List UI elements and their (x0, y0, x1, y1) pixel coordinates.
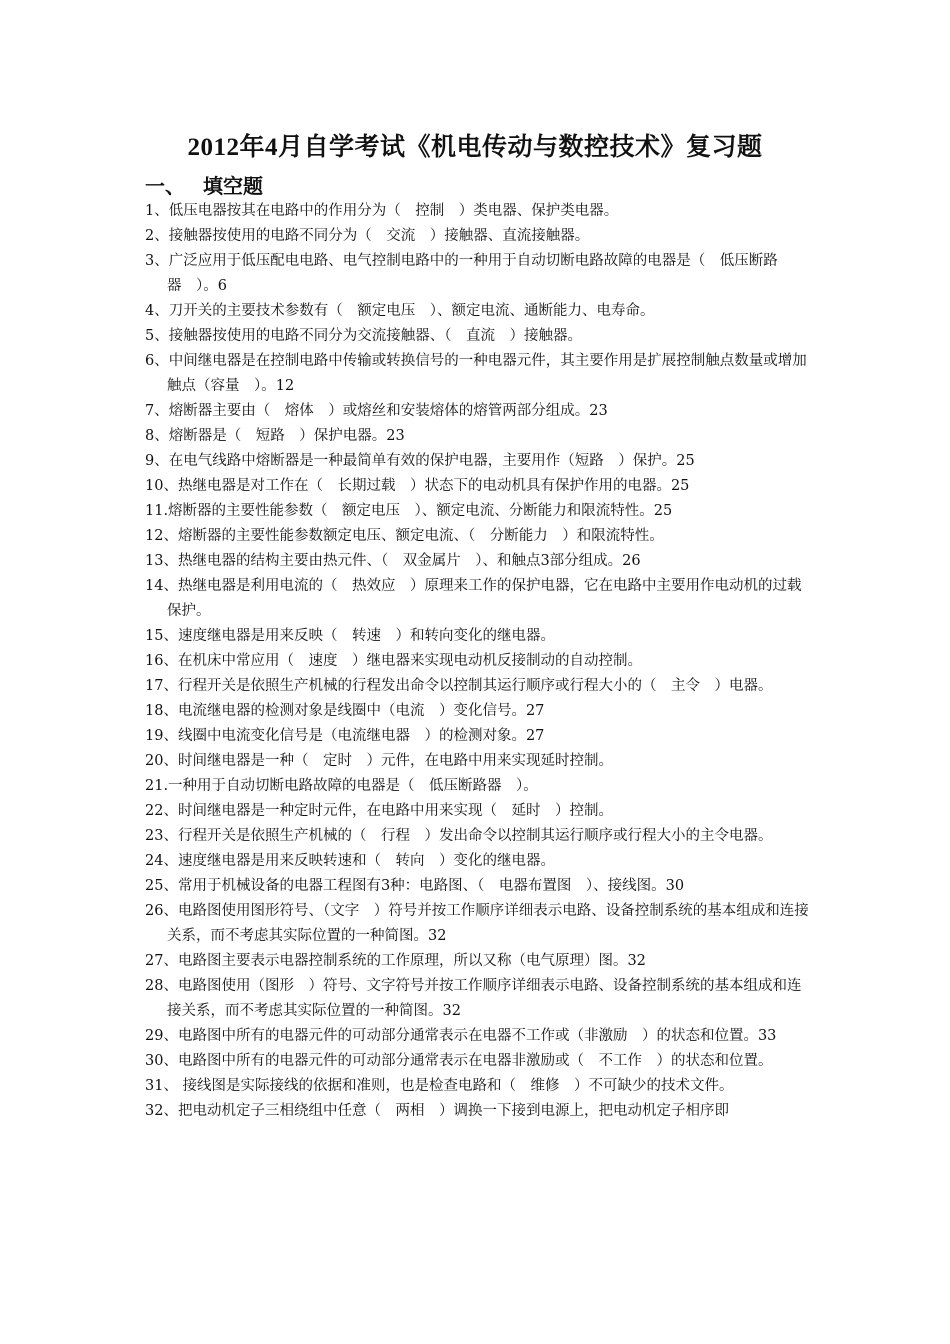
question-item: 18、电流继电器的检测对象是线圈中（电流 ）变化信号。27 (145, 703, 545, 719)
question-item: 21.一种用于自动切断电路故障的电器是（ 低压断路器 ）。 (145, 778, 538, 794)
question-item: 20、时间继电器是一种（ 定时 ）元件，在电路中用来实现延时控制。 (145, 753, 613, 769)
question-item: 12、熔断器的主要性能参数额定电压、额定电流、（ 分断能力 ）和限流特性。 (145, 528, 664, 544)
question-item: 23、行程开关是依照生产机械的（ 行程 ）发出命令以控制其运行顺序或行程大小的主令电器。 (145, 828, 773, 844)
question-item: 17、行程开关是依照生产机械的行程发出命令以控制其运行顺序或行程大小的（ 主令 ）电器。 (145, 678, 773, 694)
question-item: 13、热继电器的结构主要由热元件、（ 双金属片 ）、和触点3部分组成。26 (145, 553, 641, 569)
question-list (145, 199, 810, 1124)
question-item: 9、在电气线路中熔断器是一种最简单有效的保护电器，主要用作（短路 ）保护。25 (145, 453, 695, 469)
section-label: 填空题 (203, 176, 263, 198)
question-item: 16、在机床中常应用（ 速度 ）继电器来实现电动机反接制动的自动控制。 (145, 653, 642, 669)
section-number: 一、 (145, 176, 185, 198)
question-item: 30、电路图中所有的电器元件的可动部分通常表示在电器非激励或（ 不工作 ）的状态和位置。 (145, 1053, 773, 1069)
section-heading (145, 172, 263, 202)
question-item: 2、接触器按使用的电路不同分为（ 交流 ）接触器、直流接触器。 (145, 228, 590, 244)
question-item: 1、低压电器按其在电路中的作用分为（ 控制 ）类电器、保护类电器。 (145, 203, 619, 219)
question-item: 5、接触器按使用的电路不同分为交流接触器、（ 直流 ）接触器。 (145, 328, 582, 344)
question-item: 25、常用于机械设备的电器工程图有3种：电路图、（ 电器布置图 ）、接线图。30 (145, 878, 685, 894)
page-title: 2012年4月自学考试《机电传动与数控技术》复习题 (187, 134, 763, 161)
question-item: 24、速度继电器是用来反映转速和（ 转向 ）变化的继电器。 (145, 853, 555, 869)
question-item: 8、熔断器是（ 短路 ）保护电器。23 (145, 428, 405, 444)
question-item: 6、中间继电器是在控制电路中传输或转换信号的一种电器元件，其主要作用是扩展控制触点数量或增加触点（容量 ）。12 (145, 353, 807, 394)
question-item: 32、把电动机定子三相绕组中任意（ 两相 ）调换一下接到电源上，把电动机定子相序即 (145, 1103, 729, 1119)
question-item: 7、熔断器主要由（ 熔体 ）或熔丝和安装熔体的熔管两部分组成。23 (145, 403, 608, 419)
question-item: 10、热继电器是对工作在（ 长期过载 ）状态下的电动机具有保护作用的电器。25 (145, 478, 690, 494)
question-item: 3、广泛应用于低压配电电路、电气控制电路中的一种用于自动切断电路故障的电器是（ 低压断路器 ）。6 (145, 253, 778, 294)
question-item: 29、电路图中所有的电器元件的可动部分通常表示在电器不工作或（非激励 ）的状态和位置。33 (145, 1028, 777, 1044)
question-item: 31、 接线图是实际接线的依据和准则，也是检查电路和（ 维修 ）不可缺少的技术文件。 (145, 1078, 734, 1094)
question-item: 26、电路图使用图形符号、（文字 ）符号并按工作顺序详细表示电路、设备控制系统的基本组成和连接关系，而不考虑其实际位置的一种简图。32 (145, 903, 809, 944)
question-item: 4、刀开关的主要技术参数有（ 额定电压 ）、额定电流、通断能力、电寿命。 (145, 303, 655, 319)
question-item: 15、速度继电器是用来反映（ 转速 ）和转向变化的继电器。 (145, 628, 555, 644)
question-item: 22、时间继电器是一种定时元件，在电路中用来实现（ 延时 ）控制。 (145, 803, 613, 819)
question-item: 19、线圈中电流变化信号是（电流继电器 ）的检测对象。27 (145, 728, 545, 744)
question-item: 27、电路图主要表示电器控制系统的工作原理，所以又称（电气原理）图。32 (145, 953, 646, 969)
question-item: 14、热继电器是利用电流的（ 热效应 ）原理来工作的保护电器，它在电路中主要用作电动机的过载保护。 (145, 578, 802, 619)
question-item: 11.熔断器的主要性能参数（ 额定电压 ）、额定电流、分断能力和限流特性。25 (145, 503, 673, 519)
question-item: 28、电路图使用（图形 ）符号、文字符号并按工作顺序详细表示电路、设备控制系统的基本组成和连接关系，而不考虑其实际位置的一种简图。32 (145, 978, 802, 1019)
